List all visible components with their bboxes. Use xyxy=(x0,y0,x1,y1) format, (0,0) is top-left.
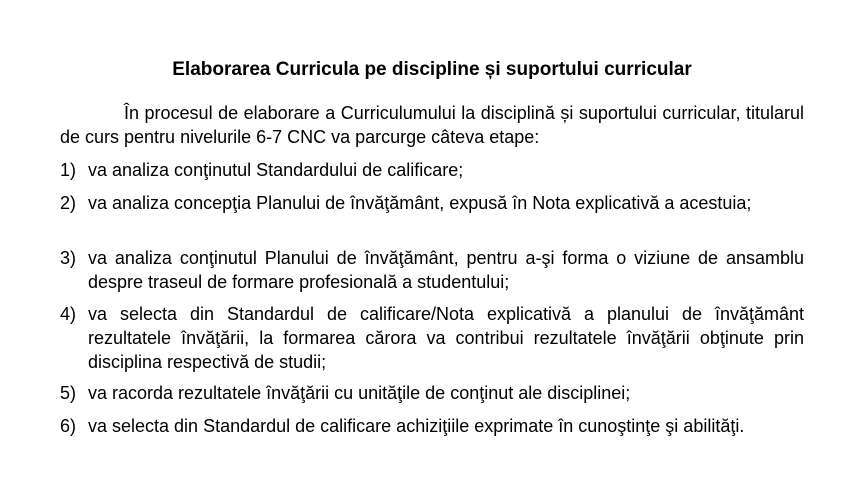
document-title: Elaborarea Curricula pe discipline și suportului curricular xyxy=(172,59,692,80)
list-item-text: va racorda rezultatele învăţării cu unităţile de conţinut ale disciplinei; xyxy=(88,383,631,403)
list-item xyxy=(60,414,804,438)
list-item-text: va analiza conţinutul Planului de învăţământ, pentru a-şi forma o viziune de ansamblu despre traseul de formare profesională a studentului; xyxy=(88,248,804,292)
list-item-number: 6) xyxy=(60,416,77,436)
list-item-number: 3) xyxy=(60,248,77,268)
list-item-text: va selecta din Standardul de calificare/Nota explicativă a planului de învăţământ rezultatele învăţării, la formarea cărora va contribui rezultatele învăţării obţinute prin disciplina respectivă de studii; xyxy=(88,304,804,372)
list-item xyxy=(60,381,804,405)
intro-paragraph: În procesul de elaborare a Curriculumului la disciplină și suportului curricular, titularul de curs pentru nivelurile 6-7 CNC va parcurge câteva etape: xyxy=(60,103,804,147)
list-item-number: 1) xyxy=(60,160,77,180)
list-item xyxy=(60,302,804,374)
list-item xyxy=(60,191,804,215)
list-item-text: va selecta din Standardul de calificare achiziţiile exprimate în cunoştinţe şi abilităţi. xyxy=(88,416,745,436)
list-item-number: 2) xyxy=(60,193,77,213)
list-item-number: 5) xyxy=(60,383,77,403)
list-item-text: va analiza concepţia Planului de învăţământ, expusă în Nota explicativă a acestuia; xyxy=(88,193,752,213)
list-item-number: 4) xyxy=(60,304,77,324)
list-item xyxy=(60,246,804,294)
list-item-text: va analiza conţinutul Standardului de calificare; xyxy=(88,160,464,180)
list-item xyxy=(60,158,804,182)
